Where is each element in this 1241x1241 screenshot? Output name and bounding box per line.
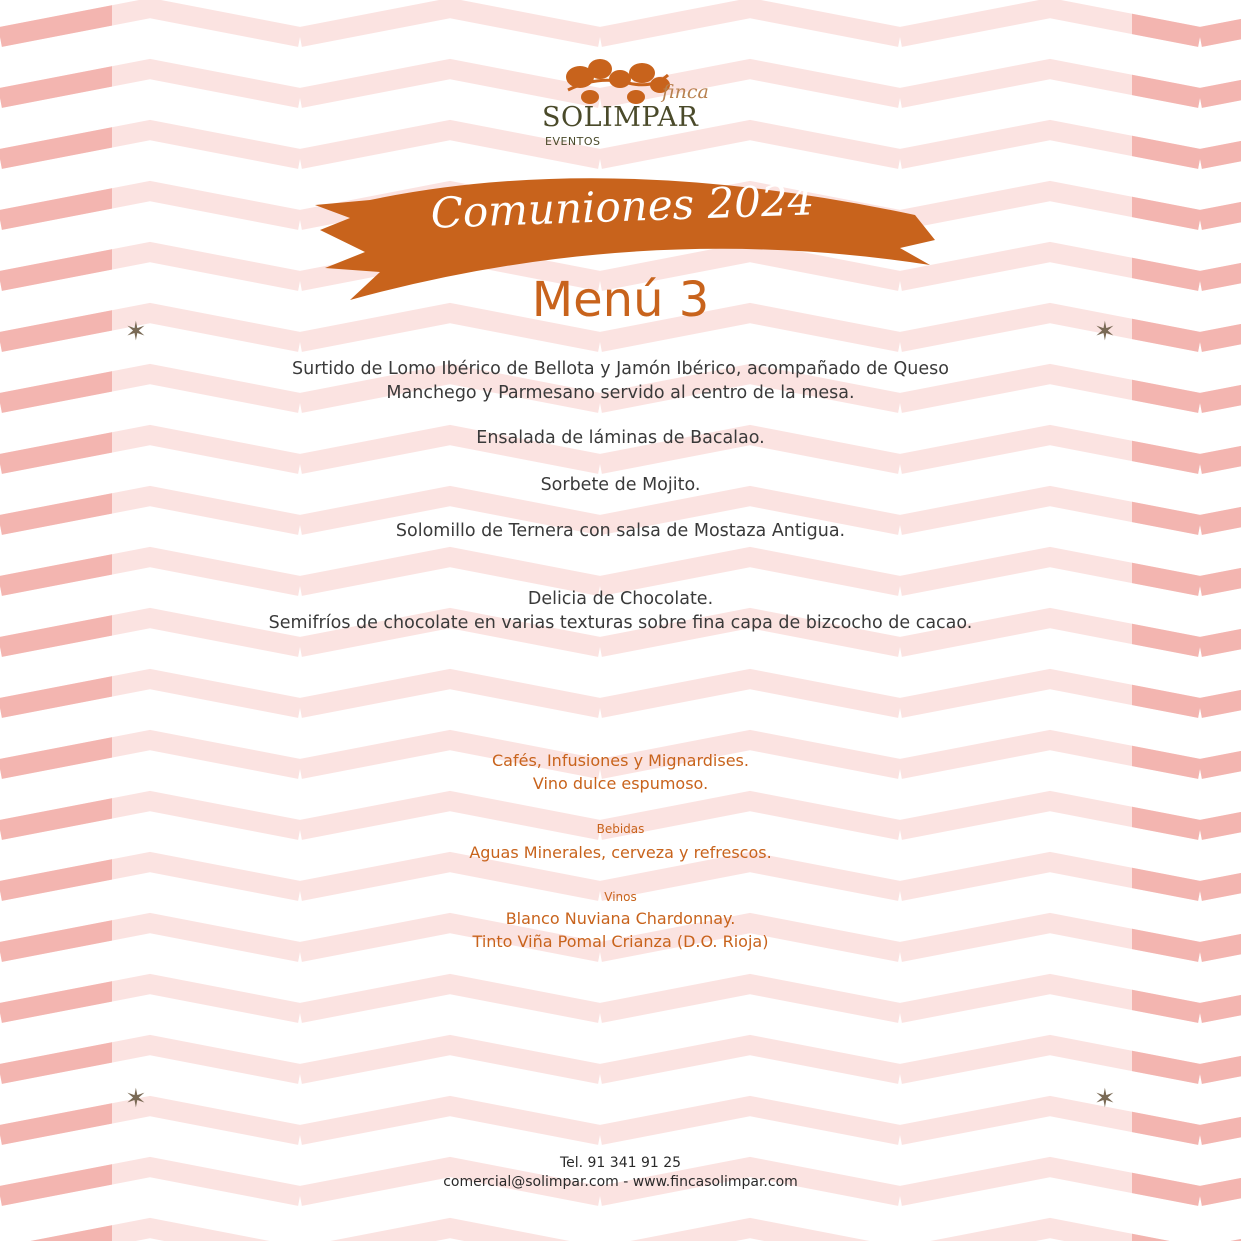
menu-title: Menú 3	[531, 272, 710, 328]
dessert	[0, 587, 1241, 635]
dish-line: Manchego y Parmesano servido al centro de la mesa.	[386, 383, 855, 403]
drinks-line: Aguas Minerales, cerveza y refrescos.	[469, 843, 772, 862]
dish-line: Semifríos de chocolate en varias texturas sobre fina capa de bizcocho de cacao.	[268, 613, 973, 633]
dish-line: Surtido de Lomo Ibérico de Bellota y Jamón Ibérico, acompañado de Queso	[292, 359, 949, 379]
star-icon: ✶	[1094, 1084, 1116, 1114]
banner-title: Comuniones 2024	[429, 175, 816, 238]
coffee-line: Cafés, Infusiones y Mignardises.	[492, 751, 749, 770]
star-icon: ✶	[125, 1084, 147, 1114]
contact-block	[0, 1154, 1241, 1192]
star-icon: ✶	[125, 317, 147, 347]
brand-subtitle: EVENTOS	[545, 135, 601, 148]
dish-1	[0, 357, 1241, 405]
wine-line: Blanco Nuviana Chardonnay.	[505, 909, 736, 928]
star-icon: ✶	[1094, 317, 1116, 347]
dish-2	[0, 426, 1241, 450]
brand-name: SOLIMPAR	[542, 102, 699, 133]
dish-line: Solomillo de Ternera con salsa de Mostaza Antigua.	[395, 521, 846, 541]
brand-finca: finca	[662, 81, 709, 103]
wines-section	[0, 907, 1241, 953]
drinks-label: Bebidas	[596, 822, 645, 836]
coffee-section	[0, 749, 1241, 795]
brand-logo	[540, 55, 720, 150]
dish-line: Sorbete de Mojito.	[540, 475, 701, 495]
dish-line: Delicia de Chocolate.	[527, 589, 714, 609]
wines-label: Vinos	[604, 890, 637, 904]
contact-phone: Tel. 91 341 91 25	[559, 1155, 682, 1171]
dish-line: Ensalada de láminas de Bacalao.	[476, 428, 765, 448]
dish-4	[0, 519, 1241, 543]
contact-email-web: comercial@solimpar.com - www.fincasolimpar.com	[443, 1174, 798, 1190]
dish-3	[0, 473, 1241, 497]
coffee-line: Vino dulce espumoso.	[532, 774, 709, 793]
wine-line: Tinto Viña Pomal Crianza (D.O. Rioja)	[472, 932, 769, 951]
